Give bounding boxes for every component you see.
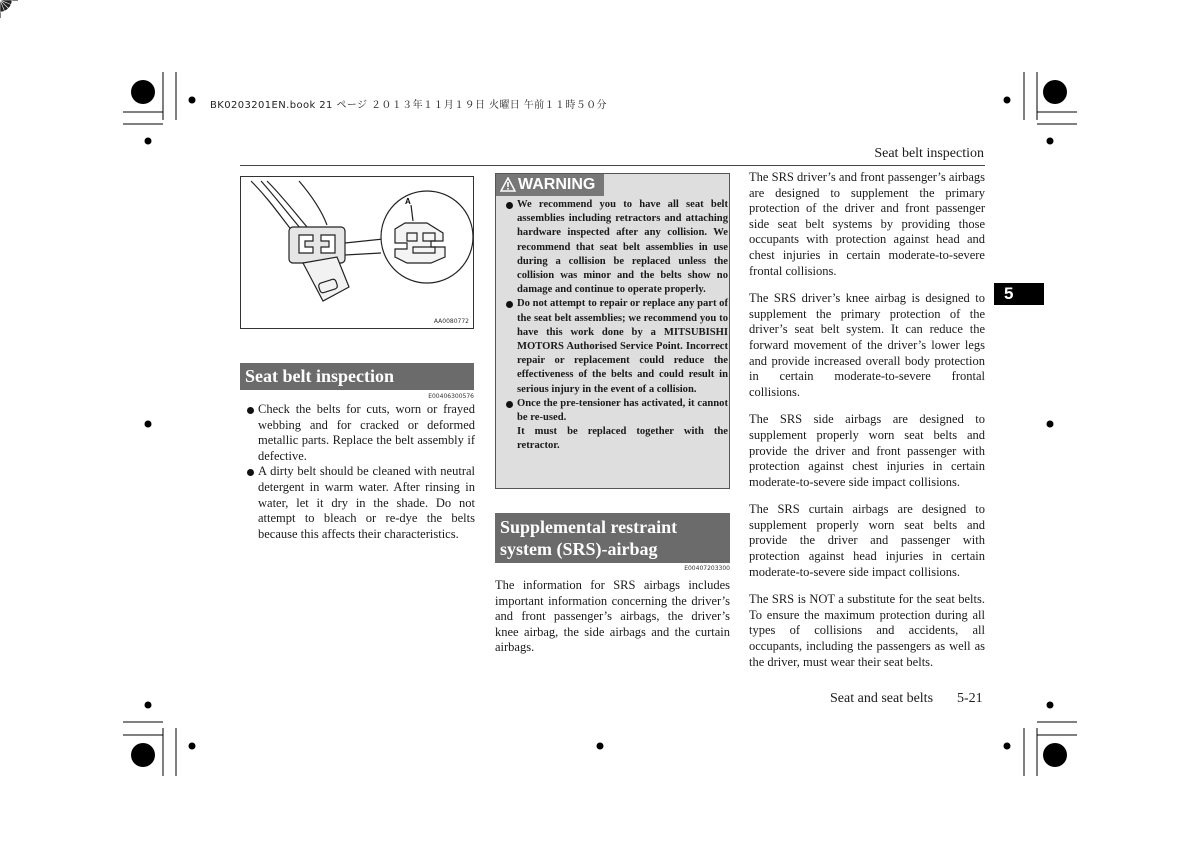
- warning-box: [495, 173, 730, 489]
- warning-item: We recommend you to have all seat belt assemblies including retractors and attaching hardware inspected after any collision. We recommend that seat belt assemblies in use during a collision be replaced unless the collision was minor and the belts show no damage and continue to operate properly.: [506, 198, 728, 297]
- seat-belt-illustration: [240, 176, 474, 329]
- chapter-tab: 5: [994, 283, 1044, 305]
- page-number: 5-21: [957, 691, 983, 706]
- list-item: A dirty belt should be cleaned with neutral detergent in warm water. After rinsing in water, let it dry in the shade. Do not attempt to bleach or re-dye the belts because this affects their characteristics.: [247, 464, 475, 542]
- running-title: Seat belt inspection: [874, 146, 984, 161]
- seat-belt-buckle-drawing: [241, 177, 473, 328]
- warning-triangle-icon: [500, 177, 516, 192]
- paragraph: The SRS side airbags are designed to supplement properly worn seat belts and provide the driver and front passenger with protection against chest injuries in certain moderate-to-severe side impact collisions.: [749, 412, 985, 489]
- seat-belt-inspection-list: [247, 402, 475, 542]
- paragraph: The SRS is NOT a substitute for the seat belts. To ensure the maximum protection during all types of collisions and accidents, all occupants, including the passengers as well as the driver, must wear their seat belts.: [749, 592, 985, 669]
- warning-item: Do not attempt to repair or replace any part of the seat belt assemblies; we recommend you to have this work done by a MITSUBISHI MOTORS Authorised Service Point. Incorrect repair or replacement could reduce the effectiveness of the belts and could result in serious injury in the event of a collision.: [506, 297, 728, 396]
- paragraph: The SRS curtain airbags are designed to supplement properly worn seat belts and provide the driver and passenger with protection against head injuries in certain moderate-to-severe side impact collisions.: [749, 502, 985, 579]
- footer-section-title: Seat and seat belts: [830, 691, 934, 706]
- list-item: Check the belts for cuts, worn or frayed webbing and for cracked or deformed metallic parts. Replace the belt assembly if defective.: [247, 402, 475, 464]
- label-a: A: [405, 197, 411, 206]
- warning-item: Once the pre-tensioner has activated, it cannot be re-used.: [506, 397, 728, 425]
- section2-code: E00407203300: [684, 565, 730, 572]
- warning-title: [496, 174, 604, 196]
- paragraph: The SRS driver’s knee airbag is designed to supplement the primary protection of the driver’s seat belt system. It can reduce the forward movement of the driver’s lower legs and provide increased overall body protection in certain moderate-to-severe frontal collisions.: [749, 291, 985, 399]
- print-header: BK0203201EN.book 21 ページ ２０１３年１１月１９日 火曜日 午前１１時５０分: [210, 100, 607, 111]
- illustration-code: AA0080772: [433, 318, 469, 325]
- srs-intro-paragraph: The information for SRS airbags includes important information concerning the driver’s and front passenger’s airbags, the driver’s knee airbag, the side airbags and the curtain airbags.: [495, 578, 730, 655]
- header-rule: [240, 165, 985, 166]
- section1-code: E00406300576: [428, 393, 474, 400]
- section-heading-srs-airbag: Supplemental restraint system (SRS)-airbag: [495, 513, 730, 563]
- paragraph: The SRS driver’s and front passenger’s airbags are designed to supplement the primary protection of the driver and front passenger side seat belt systems by providing those occupants with protection against head and chest injuries in certain moderate-to-severe frontal collisions.: [749, 170, 985, 278]
- warning-list: [506, 198, 728, 454]
- warning-continuation: It must be replaced together with the retractor.: [517, 426, 728, 452]
- srs-description-column: [749, 170, 985, 682]
- warning-title-text: WARNING: [518, 176, 596, 193]
- section-heading-seat-belt-inspection: Seat belt inspection: [240, 363, 474, 390]
